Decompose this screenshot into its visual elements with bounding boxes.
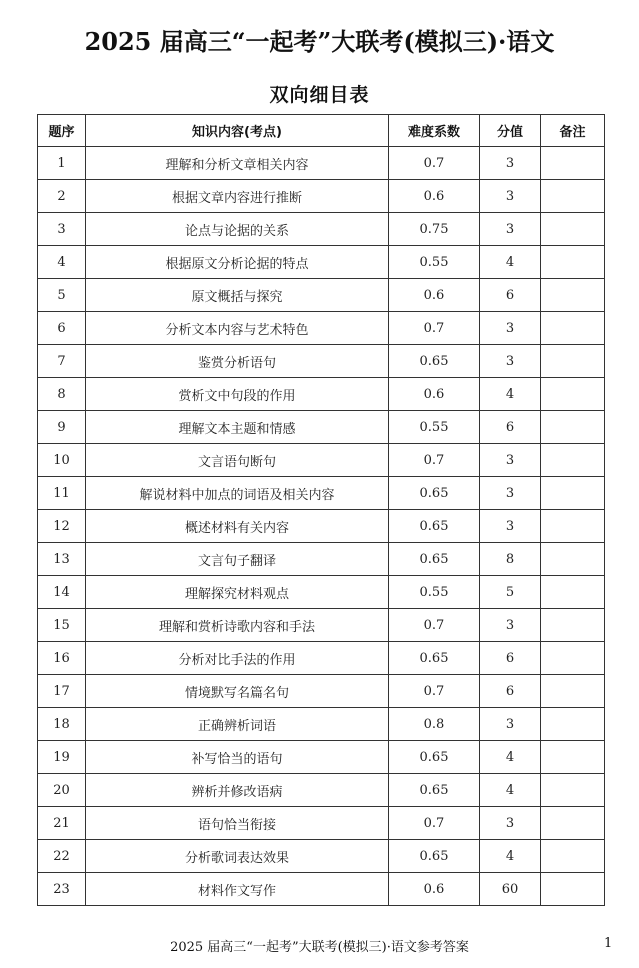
cell-topic: 正确辨析词语 [86,708,389,741]
cell-topic: 补写恰当的语句 [86,741,389,774]
cell-no: 5 [38,279,86,312]
cell-difficulty: 0.65 [389,543,480,576]
cell-score: 3 [480,444,541,477]
cell-difficulty: 0.65 [389,642,480,675]
cell-no: 12 [38,510,86,543]
cell-topic: 概述材料有关内容 [86,510,389,543]
cell-score: 3 [480,477,541,510]
table-header [38,115,605,147]
cell-note [541,840,605,873]
cell-note [541,477,605,510]
cell-no: 18 [38,708,86,741]
column-header-topic: 知识内容(考点) [86,115,389,147]
cell-no: 2 [38,180,86,213]
cell-topic: 分析文本内容与艺术特色 [86,312,389,345]
cell-score: 4 [480,246,541,279]
cell-difficulty: 0.7 [389,609,480,642]
cell-note [541,873,605,906]
page-number: 1 [604,936,613,951]
page-footer: 2025 届高三“一起考”大联考(模拟三)·语文参考答案 [170,940,469,955]
cell-note [541,246,605,279]
cell-topic: 论点与论据的关系 [86,213,389,246]
cell-score: 4 [480,741,541,774]
cell-no: 7 [38,345,86,378]
cell-note [541,378,605,411]
cell-topic: 辨析并修改语病 [86,774,389,807]
cell-no: 23 [38,873,86,906]
cell-no: 8 [38,378,86,411]
cell-no: 11 [38,477,86,510]
cell-score: 3 [480,312,541,345]
table-body [38,147,605,906]
cell-topic: 根据原文分析论据的特点 [86,246,389,279]
table-row [38,642,605,675]
cell-topic: 鉴赏分析语句 [86,345,389,378]
cell-no: 4 [38,246,86,279]
cell-note [541,675,605,708]
cell-score: 3 [480,807,541,840]
cell-score: 3 [480,510,541,543]
table-row [38,444,605,477]
table-row [38,246,605,279]
cell-note [541,741,605,774]
cell-difficulty: 0.55 [389,411,480,444]
cell-no: 19 [38,741,86,774]
cell-note [541,147,605,180]
table-row [38,675,605,708]
table-row [38,312,605,345]
column-header-note: 备注 [541,115,605,147]
cell-difficulty: 0.6 [389,279,480,312]
cell-difficulty: 0.65 [389,510,480,543]
cell-score: 3 [480,147,541,180]
cell-topic: 理解和分析文章相关内容 [86,147,389,180]
cell-score: 3 [480,180,541,213]
cell-no: 17 [38,675,86,708]
header-row [38,115,605,147]
cell-difficulty: 0.7 [389,147,480,180]
cell-topic: 分析歌词表达效果 [86,840,389,873]
cell-note [541,543,605,576]
table-row [38,840,605,873]
table-row [38,609,605,642]
table-row [38,279,605,312]
cell-topic: 理解和赏析诗歌内容和手法 [86,609,389,642]
column-header-difficulty: 难度系数 [389,115,480,147]
cell-note [541,444,605,477]
cell-note [541,642,605,675]
cell-score: 3 [480,345,541,378]
cell-difficulty: 0.7 [389,444,480,477]
cell-score: 60 [480,873,541,906]
table-row [38,807,605,840]
table-row [38,741,605,774]
cell-score: 8 [480,543,541,576]
table-row [38,873,605,906]
column-header-no: 题序 [38,115,86,147]
cell-difficulty: 0.7 [389,807,480,840]
table-title: 双向细目表 [269,84,370,106]
cell-no: 1 [38,147,86,180]
table-row [38,543,605,576]
cell-note [541,180,605,213]
cell-score: 3 [480,609,541,642]
cell-no: 10 [38,444,86,477]
cell-difficulty: 0.6 [389,873,480,906]
cell-difficulty: 0.55 [389,576,480,609]
cell-no: 9 [38,411,86,444]
cell-topic: 理解探究材料观点 [86,576,389,609]
cell-difficulty: 0.8 [389,708,480,741]
cell-no: 6 [38,312,86,345]
table-row [38,576,605,609]
cell-difficulty: 0.7 [389,312,480,345]
specification-table [37,114,605,906]
cell-difficulty: 0.6 [389,378,480,411]
cell-topic: 语句恰当衔接 [86,807,389,840]
cell-no: 14 [38,576,86,609]
table-row [38,378,605,411]
cell-score: 4 [480,774,541,807]
cell-note [541,609,605,642]
cell-no: 21 [38,807,86,840]
cell-difficulty: 0.7 [389,675,480,708]
cell-note [541,345,605,378]
cell-note [541,279,605,312]
cell-note [541,510,605,543]
cell-score: 6 [480,279,541,312]
cell-note [541,213,605,246]
cell-no: 13 [38,543,86,576]
cell-score: 4 [480,378,541,411]
column-header-score: 分值 [480,115,541,147]
cell-note [541,312,605,345]
cell-note [541,708,605,741]
cell-difficulty: 0.65 [389,345,480,378]
cell-score: 3 [480,213,541,246]
cell-note [541,411,605,444]
cell-score: 6 [480,411,541,444]
cell-topic: 理解文本主题和情感 [86,411,389,444]
table-row [38,510,605,543]
table-row [38,180,605,213]
cell-score: 3 [480,708,541,741]
table-row [38,213,605,246]
cell-score: 6 [480,642,541,675]
cell-topic: 解说材料中加点的词语及相关内容 [86,477,389,510]
document-title: 2025 届高三“一起考”大联考(模拟三)·语文 [84,27,555,56]
cell-topic: 材料作文写作 [86,873,389,906]
cell-no: 15 [38,609,86,642]
cell-difficulty: 0.75 [389,213,480,246]
table-row [38,708,605,741]
cell-note [541,576,605,609]
table-row [38,147,605,180]
cell-difficulty: 0.65 [389,840,480,873]
cell-topic: 情境默写名篇名句 [86,675,389,708]
table-row [38,477,605,510]
cell-note [541,807,605,840]
cell-note [541,774,605,807]
cell-no: 20 [38,774,86,807]
cell-topic: 文言语句断句 [86,444,389,477]
cell-difficulty: 0.65 [389,741,480,774]
cell-topic: 赏析文中句段的作用 [86,378,389,411]
cell-topic: 分析对比手法的作用 [86,642,389,675]
cell-no: 3 [38,213,86,246]
cell-score: 5 [480,576,541,609]
cell-difficulty: 0.6 [389,180,480,213]
cell-score: 4 [480,840,541,873]
cell-difficulty: 0.55 [389,246,480,279]
cell-topic: 根据文章内容进行推断 [86,180,389,213]
table-row [38,774,605,807]
cell-topic: 原文概括与探究 [86,279,389,312]
cell-difficulty: 0.65 [389,774,480,807]
table-row [38,345,605,378]
cell-difficulty: 0.65 [389,477,480,510]
cell-topic: 文言句子翻译 [86,543,389,576]
table-row [38,411,605,444]
cell-no: 16 [38,642,86,675]
cell-no: 22 [38,840,86,873]
cell-score: 6 [480,675,541,708]
